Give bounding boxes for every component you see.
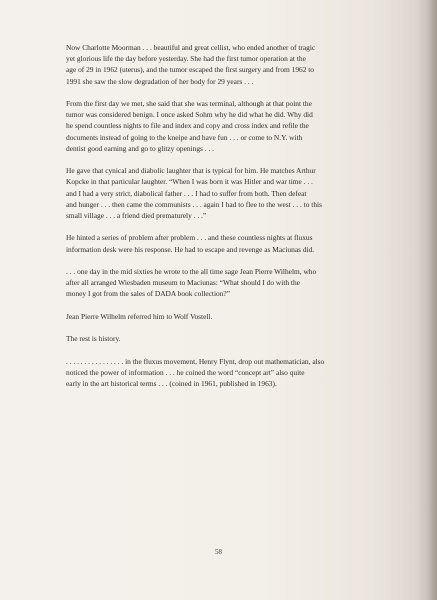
paragraph-series-of-problems: He hinted a series of problem after problem . . . and these countless nights at fluxus information desk were his response. He had to escape and revenge as Maciunas did. [66,233,315,254]
page-gutter-shadow [415,0,437,600]
paragraph-rest-is-history: The rest is history. [66,334,121,344]
paragraph-henry-flynt: . . . . . . . . . . . . . . . . in the fluxus movement, Henry Flynt, drop out mathematician, also noticed the power of information . . . he coined the word “concept art” also quite early in the art historical terms . . . (coined in 1961, published in 1963). [66,356,325,388]
paragraph-charlotte-moorman: Now Charlotte Moorman . . . beautiful and great cellist, who ended another of tragic yet glorious life the day before yesterday. She had the first tumor operation at the age of 29 in 1962 (uterus), and the tumor escaped the first surgery and from 1962 to 1991 she saw the slow degradation of her body for 29 years . . . [66,43,316,86]
paragraph-cynical-laughter: He gave that cynical and diabolic laughter that is typical for him. He matches Arthur Kopcke in that particular laughter. “When I was born it was Hitler and war time . . . and I had a very strict, diabolical father . . . I had to suffer from both. Then defeat and hunger . . . then came the communists . . . again I had to flee to the west . . . to this small village . . . a friend died prematurely . . .” [66,166,322,221]
page-number: 58 [215,548,222,556]
body-text [66,42,406,400]
paragraph-first-day-we-met: From the first day we met, she said that she was terminal, although at that point the tumor was considered benign. I once asked Sohm why he did what he did. Why did he spend countless nights to file and index and copy and cross index and refile the documents instead of going to the kneipe and have fun . . . or come to N.Y. with dentist good earning and go to glitzy openings . . . [66,99,313,153]
paragraph-jean-pierre-wilhelm-letter: . . . one day in the mid sixties he wrote to the all time sage Jean Pierre Wilhelm, who after all arranged Wiesbaden museum to Maciunas: “What should I do with the money I got from the sales of DADA book collection?” [66,267,317,299]
paragraph-wolf-vostell: Jean Pierre Wilhelm referred him to Wolf Vostell. [66,311,213,321]
